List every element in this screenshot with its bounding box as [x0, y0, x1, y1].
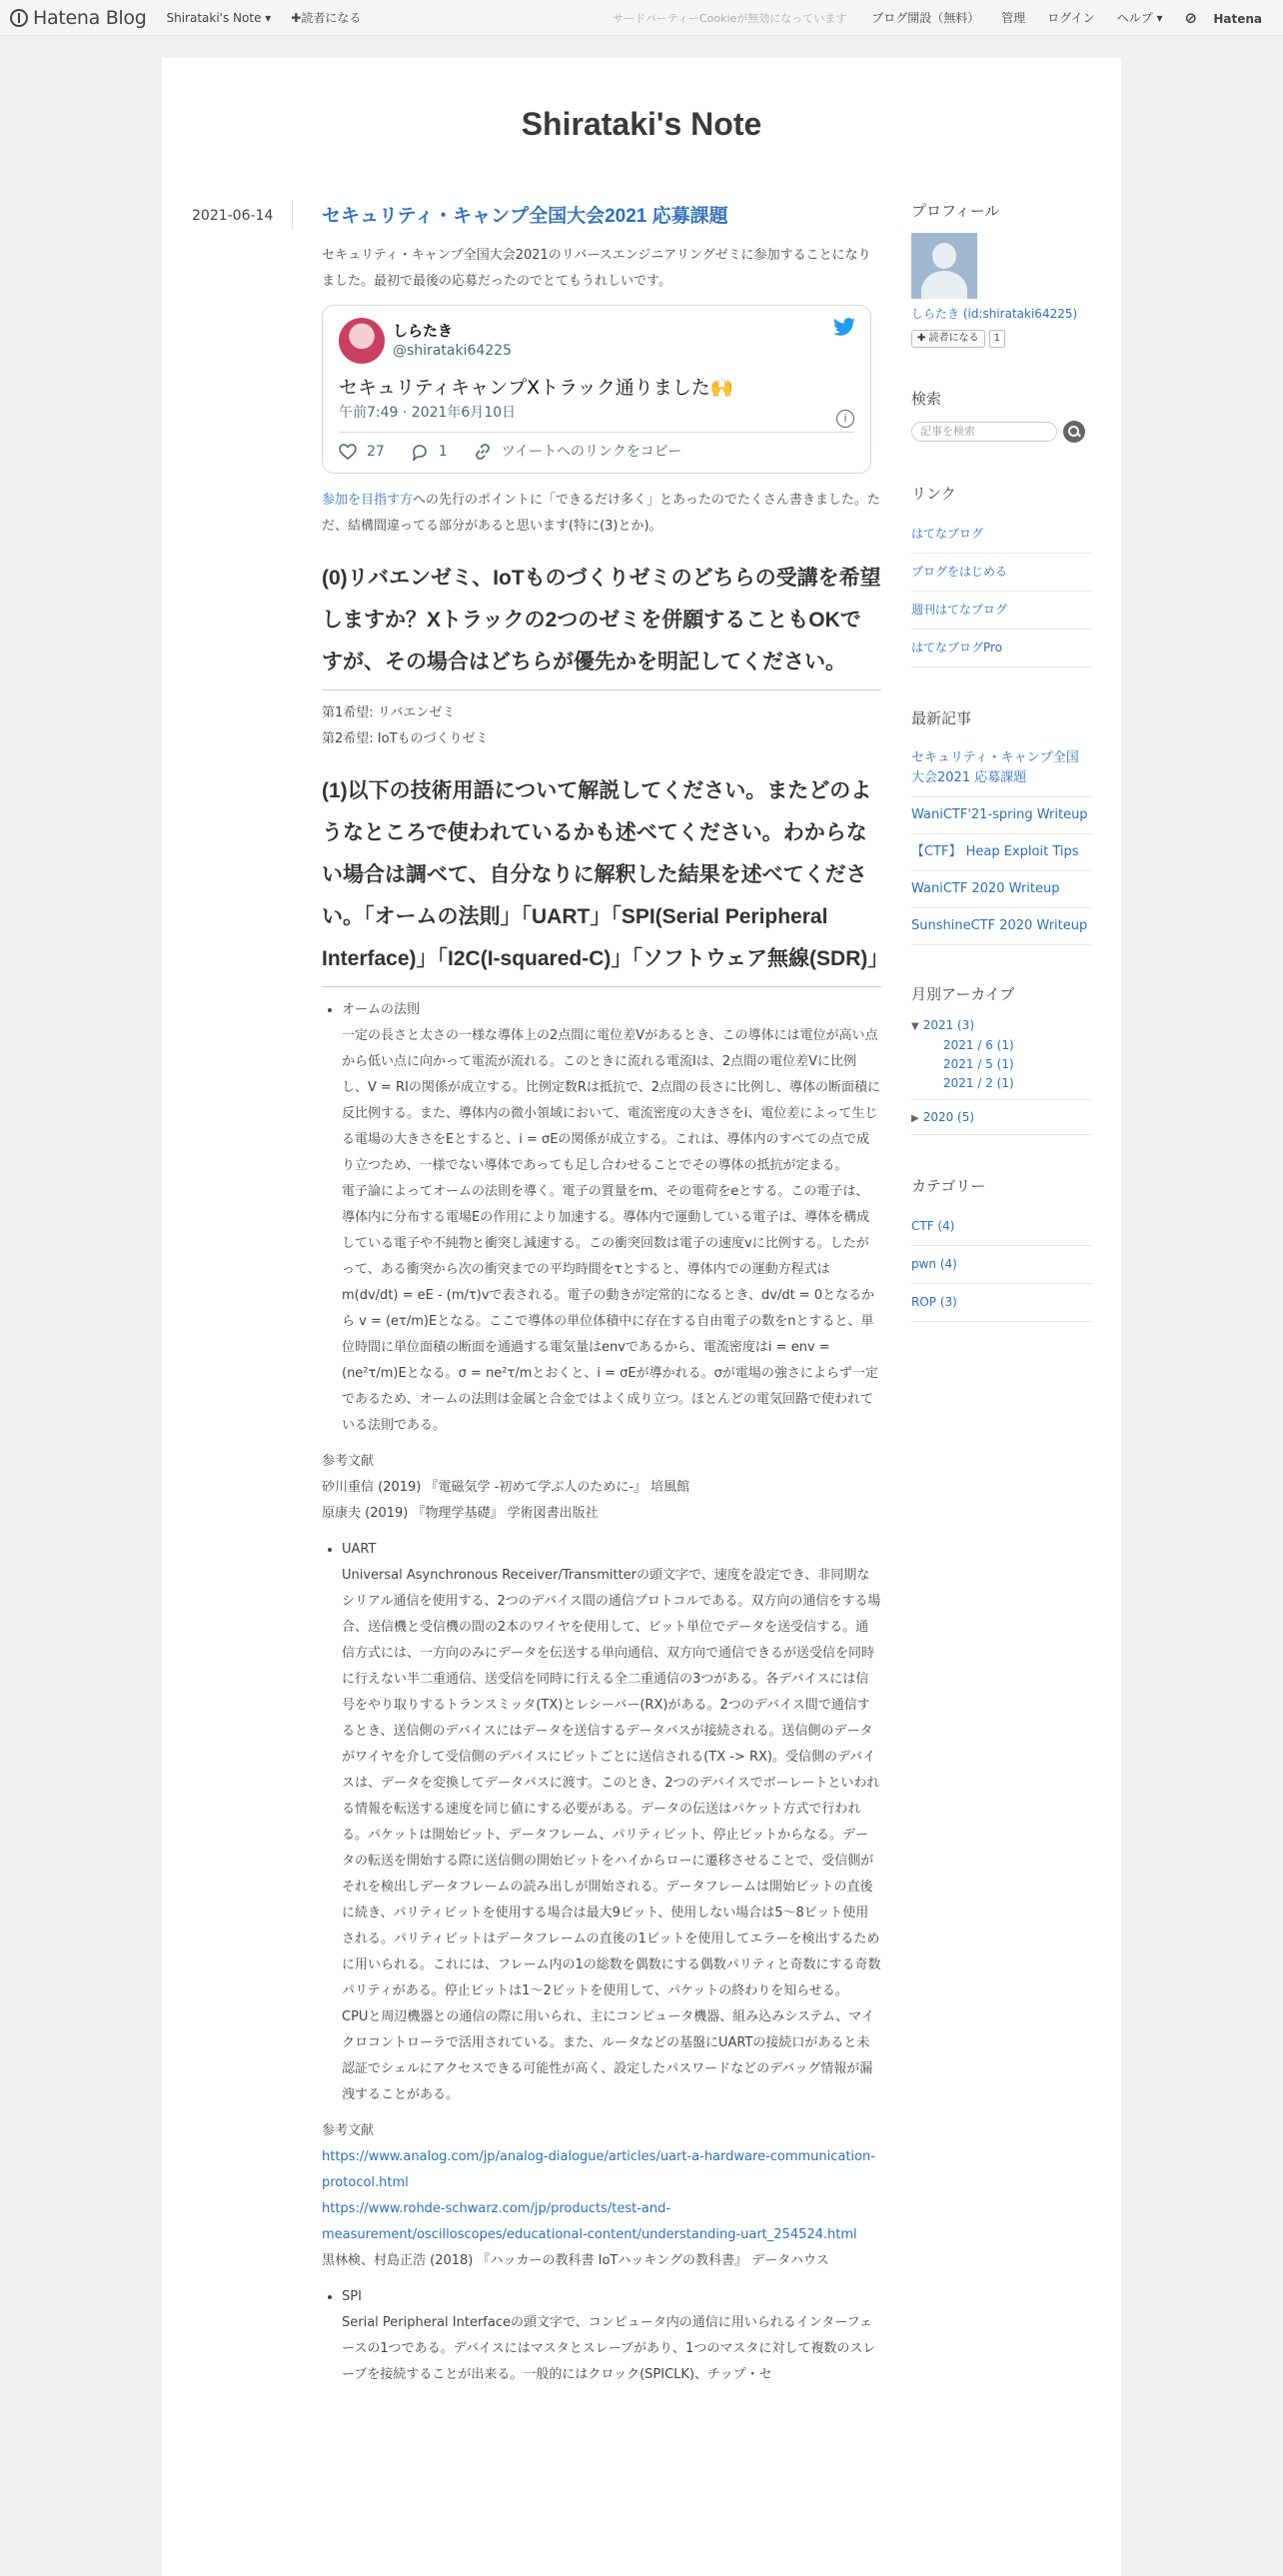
- recent-entries-module: [911, 707, 1091, 945]
- hatena-blog-logo[interactable]: [10, 7, 147, 29]
- hatena-logo[interactable]: ⊘ Hatena: [1184, 8, 1262, 27]
- reply-button[interactable]: [411, 439, 448, 465]
- reference-link[interactable]: https://www.rohde-schwarz.com/jp/products/test-and-measurement/oscilloscopes/educational-content/understanding-uart_254524.html: [322, 2201, 857, 2242]
- archive-module: [911, 985, 1091, 1135]
- archive-month-link[interactable]: 2021 / 2 (1): [943, 1076, 1014, 1090]
- recent-entry-link[interactable]: WaniCTF 2020 Writeup: [911, 871, 1091, 908]
- global-header: [0, 0, 1283, 36]
- reply-icon: [411, 444, 429, 461]
- tweet-divider: [339, 432, 854, 433]
- entry-date[interactable]: 2021-06-14: [192, 208, 274, 224]
- tweet-header: [339, 318, 854, 364]
- expand-triangle-icon[interactable]: ▼: [911, 1021, 919, 1032]
- blog-container: [162, 58, 1121, 2576]
- question-0-heading: (0)リバエンゼミ、IoTものづくりゼミのどちらの受講を希望しますか？Xトラックの2つのゼミを併願することもOKですが、その場合はどちらが優先かを明記してください。: [322, 558, 881, 690]
- tweet-avatar[interactable]: [339, 318, 385, 364]
- question-1-heading: (1)以下の技術用語について解説してください。またどのようなところで使われているかも述べてください。わからない場合は調べて、自分なりに解釈した結果を述べてください。「オームの法則」「UART」「SPI(Serial Peripheral Interface)」「I2C(I-squared-C)」「ソフトウェア無線(SDR)」: [322, 770, 881, 987]
- help-dropdown[interactable]: ヘルプ ▾: [1116, 11, 1163, 25]
- archive-divider: [911, 1134, 1091, 1135]
- archive-month-link[interactable]: 2021 / 5 (1): [943, 1057, 1014, 1071]
- uart-paragraph-2: CPUと周辺機器との通信の際に用いられ、主にコンピュータ機器、組み込みシステム、マイクロコントローラで活用されている。また、ルータなどの基盤にUARTの接続口があると未認証でシェルにアクセスできる可能性が高く、設定したパスワードなどのデバッグ情報が漏洩することがある。: [342, 2009, 875, 2102]
- admin-link[interactable]: 管理: [1001, 11, 1026, 25]
- choice-1: 第1希望: リバエンゼミ: [322, 705, 456, 720]
- link-item[interactable]: はてなブログPro: [911, 630, 1091, 667]
- subscribe-link[interactable]: ✚読者になる: [291, 11, 362, 25]
- hatena-logo-icon: [10, 9, 28, 27]
- tweet-author-name[interactable]: しらたき: [393, 322, 454, 340]
- profile-title: プロフィール: [911, 202, 1000, 220]
- like-count: 27: [367, 444, 385, 460]
- like-button[interactable]: [339, 439, 385, 465]
- category-link[interactable]: CTF (4): [911, 1208, 1091, 1246]
- reply-count: 1: [438, 444, 448, 460]
- sidebar: [911, 200, 1091, 1362]
- sidebar-subscribe-button[interactable]: ✚ 読者になる: [911, 330, 985, 348]
- list-item: [342, 997, 881, 1439]
- tweet-author-handle[interactable]: @shirataki64225: [393, 343, 512, 359]
- twitter-bird-icon[interactable]: [832, 318, 856, 338]
- reference-link[interactable]: https://www.analog.com/jp/analog-dialogue/articles/uart-a-hardware-communication-protocol.html: [322, 2149, 875, 2190]
- entry-article: [322, 203, 889, 2398]
- entry-title[interactable]: セキュリティ・キャンプ全国大会2021 応募課題: [322, 206, 728, 227]
- recent-entry-link[interactable]: WaniCTF'21-spring Writeup: [911, 797, 1091, 834]
- heart-icon: [339, 444, 357, 460]
- collapse-triangle-icon[interactable]: ▶: [911, 1113, 919, 1124]
- archive-year-2020[interactable]: 2020 (5): [922, 1110, 975, 1124]
- blog-title[interactable]: Shirataki's Note: [521, 106, 762, 142]
- ohm-list: [342, 997, 881, 1439]
- category-module: [911, 1175, 1091, 1322]
- search-input[interactable]: 記事を検索: [911, 422, 1057, 442]
- recent-entry-link[interactable]: SunshineCTF 2020 Writeup: [911, 908, 1091, 945]
- paragraph-2-text: への先行のポイントに「できるだけ多く」とあったのでたくさん書きました。ただ、結構間違ってる部分があると思います(特に(3)とか)。: [322, 493, 880, 534]
- entry-intro: セキュリティ・キャンプ全国大会2021のリバースエンジニアリングゼミに参加することになりました。最初で最後の応募だったのでとてもうれしいです。: [322, 248, 871, 289]
- blog-menu-dropdown[interactable]: Shirataki's Note ▾: [166, 10, 272, 25]
- category-link[interactable]: pwn (4): [911, 1246, 1091, 1284]
- links-title: リンク: [911, 485, 956, 503]
- hatena-text: Hatena: [1213, 11, 1262, 26]
- spi-paragraph-1: Serial Peripheral Interfaceの頭文字で、コンピュータ内の通信に用いられるインターフェースの1つである。デバイスにはマスタとスレーブがあり、1つのマスタに対して複数のスレーブを接続することが出来る。一般的にはクロック(SPICLK)、チップ・セ: [342, 2315, 876, 2382]
- subscribe-widget: [911, 330, 1005, 348]
- cookie-notice: サードパーティーCookieが無効になっています: [613, 11, 847, 25]
- archive-title: 月別アーカイブ: [911, 985, 1015, 1003]
- date-divider: [292, 200, 293, 230]
- uart-heading: • UART: [342, 1542, 377, 1557]
- logo-text: Hatena Blog: [33, 6, 147, 29]
- uart-paragraph-1: Universal Asynchronous Receiver/Transmitterの頭文字で、速度を設定でき、非同期なシリアル通信を使用する、2つのデバイス間の通信プロトコルである。双方向の通信をする場合、送信機と受信機の間の2本のワイヤを使用して、ビット単位でデータを送受信する。通信方式には、一方向のみにデータを伝送する単向通信、双方向で通信できるが送受信を同時に行えない半二重通信、送受信を同時に行える全二重通信の3つがある。各デバイスには信号をやり取りするトランスミッタ(TX)とレシーバー(RX)がある。2つのデバイス間で通信するとき、送信側のデバイスにはデータを送信するデータバスが接続される。送信側のデータがワイヤを介して受信側のデバイスにビットごとに送信される(TX -> RX)。受信側のデバイスは、データを変換してデータバスに渡す。このとき、2つのデバイスでボーレートといわれる情報を転送する速度を同じ値にする必要がある。データの伝送はパケット方式で行われる。パケットは開始ビット、データフレーム、パリティビット、停止ビットからなる。データの転送を開始する際に送信側の開始ビットをハイからローに遷移させることで、受信側がそれを検出しデータフレームの読み出しが開始される。データフレームは開始ビットの直後に続き、パリティビットを使用する場合は最大9ビット、使用しない場合は5～8ビット使用される。パリティビットはデータフレームの直後の1ビットを使用してエラーを検出するために用いられる。これには、フレーム内の1の総数を偶数にする偶数パリティと奇数にする奇数パリティがある。停止ビットは1～2ビットを使用して、パケットの終わりを知らせる。: [342, 1568, 881, 1998]
- profile-name-link[interactable]: しらたき (id:shirataki64225): [911, 307, 1078, 321]
- copy-link-button[interactable]: [474, 439, 681, 465]
- link-item[interactable]: はてなブログ: [911, 516, 1091, 554]
- ohm-paragraph-2: 電子論によってオームの法則を導く。電子の質量をm、その電荷をeとする。この電子は、導体内に分布する電場Eの作用により加速する。導体内で運動している電子は、導体を構成している電子や不純物と衝突し減速する。この衝突回数は電子の速度vに比例する。したがって、ある衝突から次の衝突までの平均時間をτとすると、導体内での運動方程式は m(dv/dt) = eE - (m/τ)vで表される。電子の動きが定常的になるとき、dv/dt = 0となるから v = (eτ/m)Eとなる。ここで導体の単位体積中に存在する自由電子の数をnとすると、単位時間に単位面積の断面を通過する電気量はenvであるから、電流密度はi = env = (ne²τ/m)Eとなる。σ = ne²τ/mとおくと、i = σEが導かれる。σが電場の強さによらず一定であるため、オームの法則は金属と合金ではよく成り立つ。ほとんどの電気回路で使われている法則である。: [342, 1184, 878, 1433]
- link-item[interactable]: 週刊はてなブログ: [911, 592, 1091, 630]
- subscriber-count[interactable]: 1: [989, 330, 1005, 348]
- tweet-author: [393, 321, 512, 361]
- ohm-paragraph-1: 一定の長さと太さの一様な導体上の2点間に電位差Vがあるとき、この導体には電位が高い点から低い点に向かって電流が流れる。このときに流れる電流Iは、2点間の電位差Vに比例し、V = RIの関係が成立する。比例定数Rは抵抗で、2点間の長さに比例し、導体の断面積に反比例する。また、導体内の微小領域において、電流密度の大きさをi、電位差によって生じる電場の大きさをEとすると、i = σEの関係が成立する。これは、導体内のすべての点で成り立つため、一様でない導体であっても足し合わせることでその導体の抵抗が定まる。: [342, 1028, 880, 1173]
- header-right-menu: [602, 9, 1283, 27]
- list-item: [342, 2284, 881, 2388]
- recent-title: 最新記事: [911, 709, 972, 727]
- category-link[interactable]: ROP (3): [911, 1284, 1091, 1322]
- reference-item: 黒林検、村島正浩 (2018) 『ハッカーの教科書 IoTハッキングの教科書』 データハウス: [322, 2253, 829, 2268]
- profile-module: [911, 200, 1091, 348]
- search-module: [911, 388, 1091, 443]
- recent-entry-link[interactable]: 【CTF】 Heap Exploit Tips: [911, 834, 1091, 871]
- ohm-references: [322, 1449, 881, 1527]
- links-module: [911, 483, 1091, 667]
- archive-year-2021[interactable]: 2021 (3): [922, 1018, 975, 1032]
- tweet-actions: [339, 439, 854, 465]
- reference-item: 原康夫 (2019) 『物理学基礎』 学術図書出版社: [322, 1506, 599, 1521]
- category-title: カテゴリー: [911, 1177, 986, 1195]
- embedded-tweet[interactable]: [322, 305, 871, 474]
- spi-heading: • SPI: [342, 2289, 362, 2304]
- list-item: [342, 1537, 881, 2108]
- recent-entry-link[interactable]: セキュリティ・キャンプ全国大会2021 応募課題: [911, 740, 1091, 797]
- reference-label: 参考文献: [322, 2123, 375, 2138]
- tweet-text: セキュリティキャンプXトラック通りました🙌: [339, 377, 734, 399]
- tweet-timestamp[interactable]: 午前7:49 · 2021年6月10日: [339, 405, 517, 421]
- search-form: [911, 421, 1091, 443]
- search-title: 検索: [911, 390, 942, 408]
- uart-references: [322, 2118, 881, 2274]
- info-icon[interactable]: i: [836, 410, 854, 428]
- link-icon: [474, 443, 492, 461]
- ohm-heading: • オームの法則: [342, 1002, 421, 1017]
- reference-item: 砂川重信 (2019) 『電磁気学 -初めて学ぶ人のために-』 培風館: [322, 1480, 690, 1495]
- choice-2: 第2希望: IoTものづくりゼミ: [322, 731, 489, 746]
- archive-divider: [911, 1099, 1091, 1100]
- link-item[interactable]: ブログをはじめる: [911, 554, 1091, 592]
- search-icon[interactable]: [1063, 421, 1085, 443]
- profile-avatar[interactable]: [911, 233, 977, 299]
- login-link[interactable]: ログイン: [1047, 11, 1095, 25]
- entry-paragraph-2: [322, 488, 881, 540]
- spi-list: [342, 2284, 881, 2388]
- uart-list: [342, 1537, 881, 2108]
- reference-label: 参考文献: [322, 1454, 375, 1469]
- archive-month-link[interactable]: 2021 / 6 (1): [943, 1038, 1014, 1052]
- copy-link-label: ツイートへのリンクをコピー: [501, 444, 682, 460]
- open-blog-link[interactable]: ブログ開設（無料）: [871, 11, 980, 25]
- participation-guide-link[interactable]: 参加を目指す方: [322, 493, 414, 508]
